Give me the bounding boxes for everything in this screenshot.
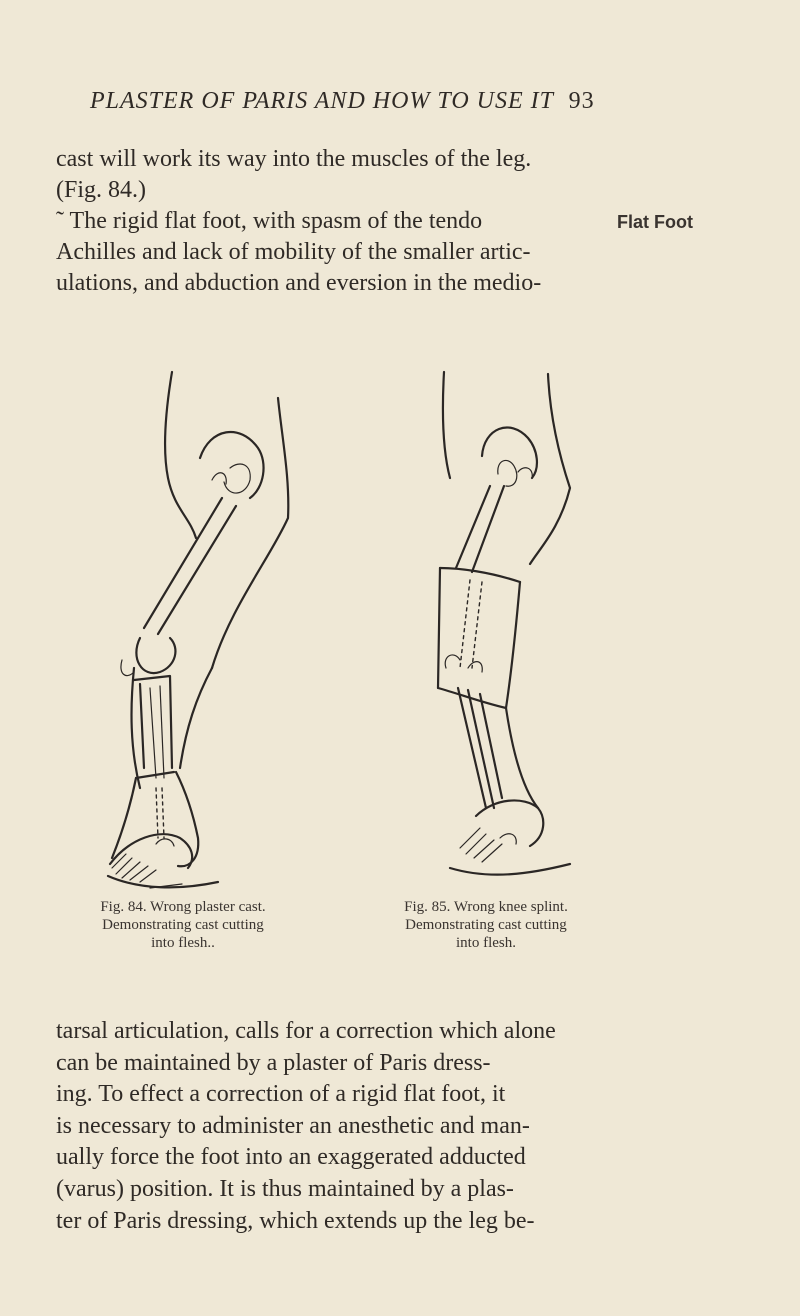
page-number: 93 bbox=[568, 88, 595, 114]
figure-85-illustration bbox=[420, 368, 620, 898]
caption-line: Fig. 84. Wrong plaster cast. bbox=[100, 899, 266, 915]
bottom-paragraph bbox=[56, 1016, 636, 1237]
text-line: ing. To effect a correction of a rigid flat foot, it bbox=[56, 1081, 506, 1108]
text-line: is necessary to administer an anesthetic and man- bbox=[56, 1112, 530, 1139]
text-line: ually force the foot into an exaggerated adducted bbox=[56, 1144, 526, 1171]
margin-note: Flat Foot bbox=[617, 212, 693, 232]
caption-line: into flesh.. bbox=[151, 935, 215, 951]
caption-line: into flesh. bbox=[456, 935, 516, 951]
text-line: cast will work its way into the muscles of the leg. bbox=[56, 146, 532, 172]
caption-line: Demonstrating cast cutting bbox=[102, 917, 264, 933]
text-line: ˜ The rigid flat foot, with spasm of the tendo bbox=[56, 208, 483, 234]
running-head-title: PLASTER OF PARIS AND HOW TO USE IT bbox=[90, 88, 554, 114]
text-line: can be maintained by a plaster of Paris dress- bbox=[56, 1049, 491, 1076]
figure-85-caption bbox=[372, 898, 600, 952]
leg-cast-drawing bbox=[100, 368, 320, 898]
text-line: (Fig. 84.) bbox=[56, 177, 146, 203]
figure-84-caption bbox=[78, 898, 288, 952]
caption-line: Demonstrating cast cutting bbox=[405, 917, 567, 933]
text-line: ulations, and abduction and eversion in the medio- bbox=[56, 270, 542, 296]
figure-84-illustration bbox=[100, 368, 320, 898]
text-line: (varus) position. It is thus maintained by a plas- bbox=[56, 1175, 514, 1202]
text-line: ter of Paris dressing, which extends up the leg be- bbox=[56, 1207, 535, 1234]
running-head bbox=[90, 88, 730, 115]
top-paragraph bbox=[56, 144, 636, 299]
knee-splint-drawing bbox=[420, 368, 620, 898]
text-line: Achilles and lack of mobility of the smaller artic- bbox=[56, 239, 531, 265]
text-line: tarsal articulation, calls for a correction which alone bbox=[56, 1018, 556, 1044]
caption-line: Fig. 85. Wrong knee splint. bbox=[404, 899, 568, 915]
